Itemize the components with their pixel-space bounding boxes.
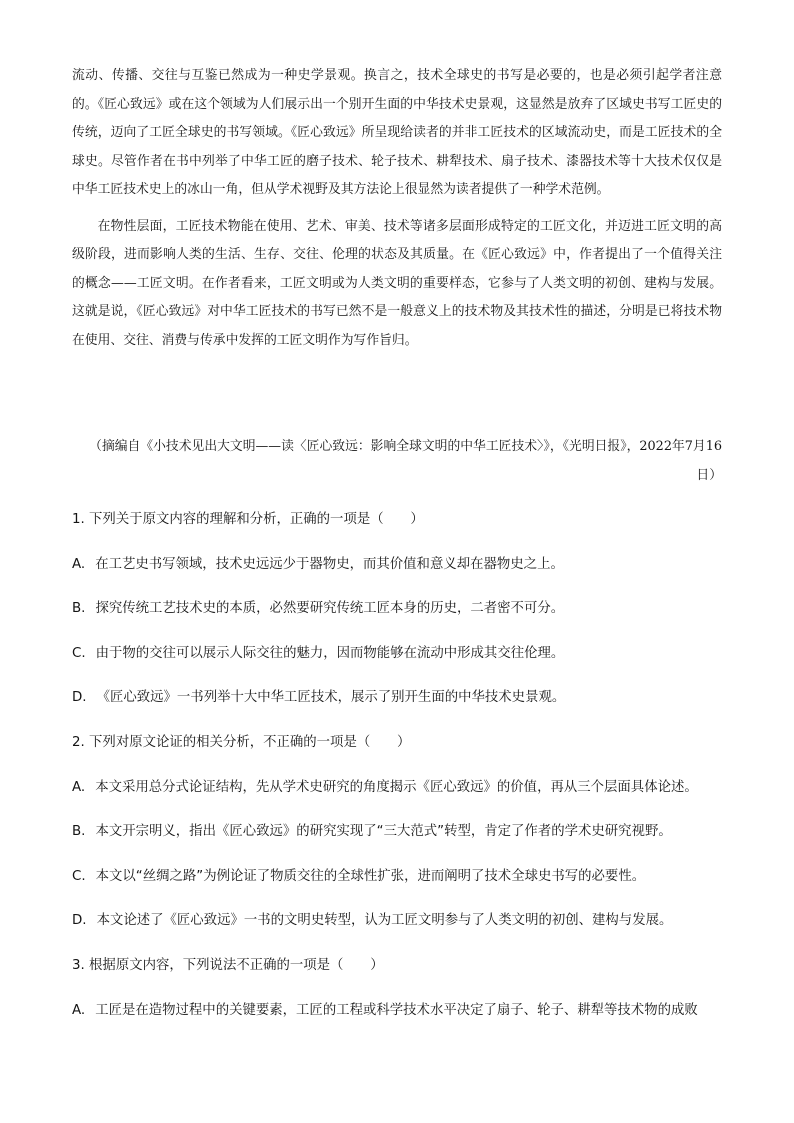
option-letter: B. bbox=[72, 824, 86, 840]
option-letter: A. bbox=[72, 556, 86, 572]
option-letter: C. bbox=[72, 645, 86, 661]
option-text: 本文论述了《匠心致远》一书的文明史转型，认为工匠文明参与了人类文明的初创、建构与发展。 bbox=[96, 913, 673, 929]
passage-paragraph-2: 在物性层面，工匠技术物能在使用、艺术、审美、技术等诸多层面形成特定的工匠文化，并迈进工匠文明的高级阶段，进而影响人类的生活、生存、交往、伦理的状态及其质量。在《匠心致远》中，作者提出了一个值得关注的概念——工匠文明。在作者看来，工匠文明或为人类文明的重要样态，它参与了人类文明的初创、建构与发展。这就是说，《匠心致远》对中华工匠技术的书写已然不是一般意义上的技术物及其技术性的描述，分明是已将技术物在使用、交往、消费与传承中发挥的工匠文明作为写作旨归。 bbox=[72, 218, 722, 348]
question-2-option-c bbox=[72, 862, 732, 907]
option-text: 在工艺史书写领域，技术史远远少于器物史，而其价值和意义却在器物史之上。 bbox=[95, 556, 564, 572]
source-citation: （摘编自《小技术见出大文明——读〈匠心致远：影响全球文明的中华工匠技术〉》，《光明日报》，2022年7月16日） bbox=[89, 439, 722, 483]
option-letter: A. bbox=[72, 1002, 86, 1018]
question-2-stem: 2. 下列对原文论证的相关分析，不正确的一项是（ ） bbox=[72, 734, 411, 750]
question-3-stem: 3. 根据原文内容，下列说法不正确的一项是（ ） bbox=[72, 957, 384, 973]
question-1-option-b bbox=[72, 594, 732, 639]
question-1-option-d bbox=[72, 683, 732, 728]
option-letter: D. bbox=[72, 913, 87, 929]
question-2-option-d bbox=[72, 906, 732, 951]
option-letter: D. bbox=[72, 690, 87, 706]
question-1-option-a bbox=[72, 550, 732, 595]
question-3-option-a bbox=[72, 996, 732, 1041]
passage-paragraph-1: 流动、传播、交往与互鉴已然成为一种史学景观。换言之，技术全球史的书写是必要的，也是必须引起学者注意的。《匠心致远》或在这个领域为人们展示出一个别开生面的中华技术史景观，这显然是放弃了区域史书写工匠史的传统，迈向了工匠全球史的书写领域。《匠心致远》所呈现给读者的并非工匠技术的区域流动史，而是工匠技术的全球史。尽管作者在书中列举了中华工匠的磨子技术、轮子技术、耕犁技术、扇子技术、漆器技术等十大技术仅仅是中华工匠技术史上的冰山一角，但从学术视野及其方法论上很显然为读者提供了一种学术范例。 bbox=[72, 68, 722, 197]
option-letter: A. bbox=[72, 779, 86, 795]
question-2-option-a bbox=[72, 773, 732, 818]
option-text: 本文采用总分式论证结构，先从学术史研究的角度揭示《匠心致远》的价值，再从三个层面具体论述。 bbox=[95, 779, 698, 795]
question-1-option-c bbox=[72, 639, 732, 684]
question-1-stem: 1. 下列关于原文内容的理解和分析，正确的一项是（ ） bbox=[72, 512, 424, 527]
option-text: 由于物的交往可以展示人际交往的魅力，因而物能够在流动中形成其交往伦理。 bbox=[95, 645, 565, 661]
option-text: 《匠心致远》一书列举十大中华工匠技术，展示了别开生面的中华技术史景观。 bbox=[96, 690, 566, 706]
question-2-option-b bbox=[72, 817, 732, 862]
passage bbox=[72, 62, 722, 363]
question-list bbox=[72, 505, 732, 1040]
option-text: 本文以“丝绸之路”为例论证了物质交往的全球性扩张，进而阐明了技术全球史书写的必要性。 bbox=[95, 868, 646, 884]
option-text: 本文开宗明义，指出《匠心致远》的研究实现了“三大范式”转型，肯定了作者的学术史研究视野。 bbox=[95, 824, 672, 840]
option-text: 工匠是在造物过程中的关键要素，工匠的工程或科学技术水平决定了扇子、轮子、耕犁等技术物的成败 bbox=[95, 1002, 698, 1018]
option-letter: C. bbox=[72, 868, 86, 884]
option-text: 探究传统工艺技术史的本质，必然要研究传统工匠本身的历史，二者密不可分。 bbox=[95, 601, 565, 617]
option-letter: B. bbox=[72, 601, 86, 617]
